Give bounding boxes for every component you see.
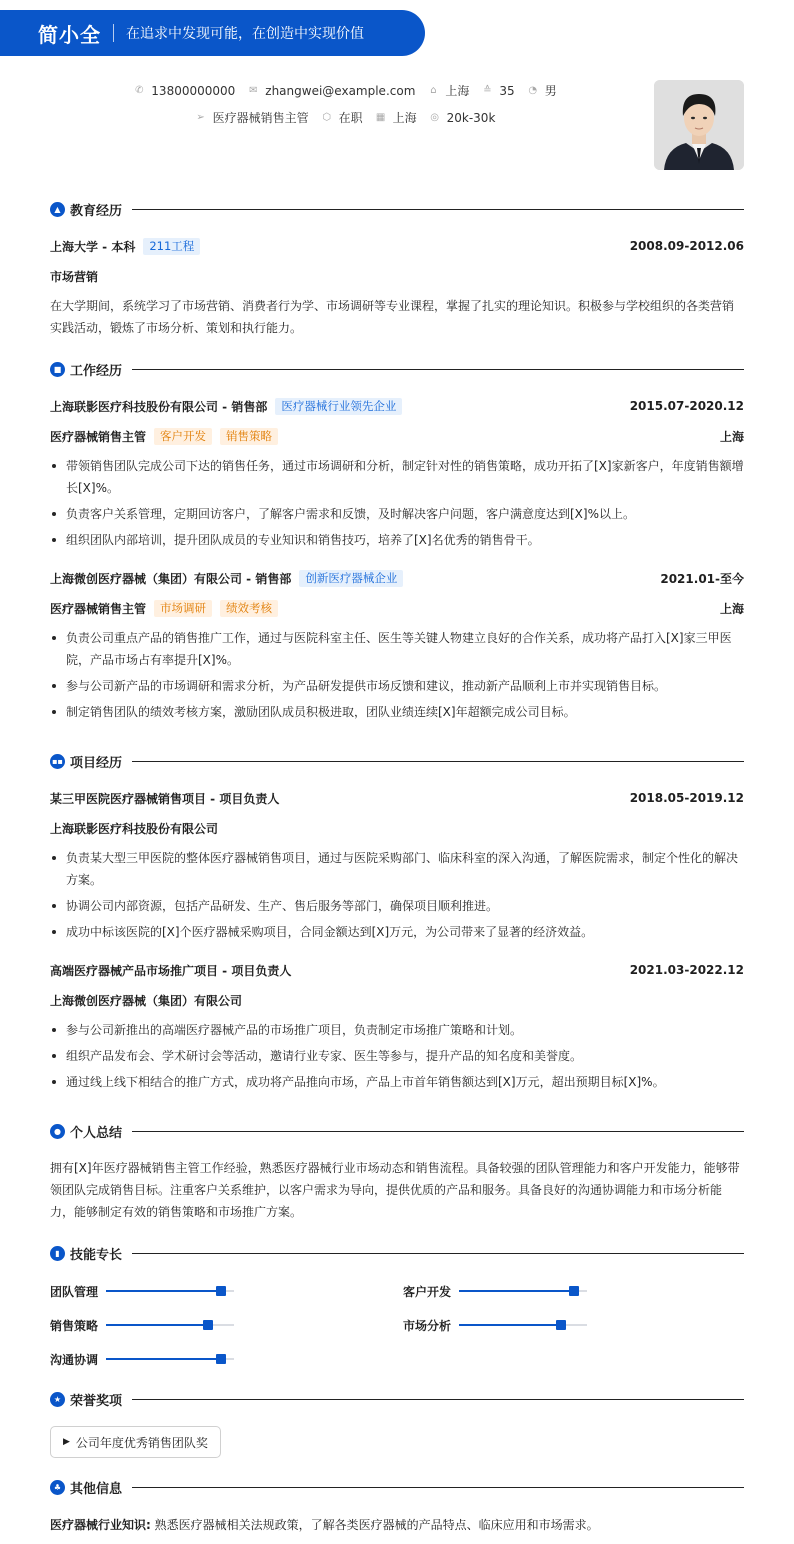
contact-phone <box>133 84 235 98</box>
email-text: zhangwei@example.com <box>265 83 416 98</box>
section-other-title: 其他信息 <box>70 1481 123 1497</box>
school-name: 上海大学 - 本科 <box>50 239 136 254</box>
play-triangle-icon: ▶ <box>63 1437 70 1447</box>
skill-bar <box>106 1358 234 1360</box>
school-tag: 211工程 <box>143 238 200 255</box>
contact-salary <box>429 111 496 125</box>
salary-icon: ◎ <box>430 112 439 123</box>
work-date: 2015.07-2020.12 <box>629 399 744 413</box>
project-company-row <box>50 819 744 837</box>
work-role: 医疗器械销售主管 <box>50 601 147 616</box>
project-name: 高端医疗器械产品市场推广项目 - 项目负责人 <box>50 963 292 978</box>
section-summary-title: 个人总结 <box>70 1125 123 1141</box>
skill-fill <box>106 1358 221 1360</box>
home-icon: ⌂ <box>430 85 437 96</box>
phone-icon: ✆ <box>135 85 144 96</box>
company-tag: 医疗器械行业领先企业 <box>275 398 402 415</box>
skill-bar <box>459 1290 587 1292</box>
skill-name: 销售策略 <box>50 1318 99 1333</box>
role-tag: 市场调研 <box>154 600 212 617</box>
list-item: 带领销售团队完成公司下达的销售任务，通过市场调研和分析，制定针对性的销售策略，成功开拓了[X]家新客户，年度销售额增长[X]%。 <box>50 455 744 499</box>
status-icon: ⬡ <box>322 112 331 123</box>
list-item: 制定销售团队的绩效考核方案，激励团队成员积极进取，团队业绩连续[X]年超额完成公司目标。 <box>50 701 744 723</box>
skill-bar <box>106 1324 234 1326</box>
work-item-header <box>50 569 744 587</box>
section-divider <box>132 761 744 762</box>
gender-text: 男 <box>544 84 557 98</box>
other-text: 熟悉医疗器械相关法规政策，了解各类医疗器械的产品特点、临床应用和市场需求。 <box>154 1518 599 1532</box>
candidate-name: 简小全 <box>38 22 101 47</box>
skill-item <box>50 1283 234 1299</box>
award-item <box>50 1426 221 1458</box>
list-item: 负责客户关系管理，定期回访客户，了解客户需求和反馈，及时解决客户问题，客户满意度达到[X]%以上。 <box>50 503 744 525</box>
section-skills <box>50 1244 744 1262</box>
major-name: 市场营销 <box>50 269 99 284</box>
user-icon: ● <box>50 1124 65 1139</box>
skill-item <box>403 1317 587 1333</box>
section-divider <box>132 369 744 370</box>
contact-status <box>321 109 363 126</box>
skill-name: 团队管理 <box>50 1284 99 1299</box>
project-date: 2021.03-2022.12 <box>629 963 744 977</box>
list-item: 组织团队内部培训，提升团队成员的专业知识和销售技巧，培养了[X]名优秀的销售骨干。 <box>50 529 744 551</box>
gender-icon: ◔ <box>528 85 538 96</box>
other-info <box>50 1516 599 1533</box>
work-company: 上海联影医疗科技股份有限公司 - 销售部 <box>50 399 268 414</box>
section-awards-title: 荣誉奖项 <box>70 1393 123 1409</box>
people-icon: ♣ <box>50 1480 65 1495</box>
section-education <box>50 200 744 218</box>
work-date: 2021.01-至今 <box>660 571 744 586</box>
skill-name: 沟通协调 <box>50 1352 99 1367</box>
header-divider <box>113 24 114 42</box>
job-text: 医疗器械销售主管 <box>212 111 309 125</box>
contact-email[interactable] <box>247 84 415 98</box>
bar-chart-icon: ▮ <box>50 1246 65 1261</box>
work-company: 上海微创医疗器械（集团）有限公司 - 销售部 <box>50 571 292 586</box>
section-divider <box>132 1131 744 1132</box>
skill-item <box>403 1283 587 1299</box>
project-company: 上海联影医疗科技股份有限公司 <box>50 821 219 836</box>
contact-row-2 <box>0 109 690 126</box>
status-text: 在职 <box>338 111 363 125</box>
salary-text: 20k-30k <box>446 110 496 125</box>
contact-job <box>195 109 309 126</box>
list-item: 组织产品发布会、学术研讨会等活动，邀请行业专家、医生等参与，提升产品的知名度和美誉度。 <box>50 1045 744 1067</box>
skill-knob <box>216 1354 226 1364</box>
avatar-photo <box>654 80 744 170</box>
section-work <box>50 360 744 378</box>
list-item: 参与公司新产品的市场调研和需求分析，为产品研发提供市场反馈和建议，推动新产品顺利上市并实现销售目标。 <box>50 675 744 697</box>
section-skills-title: 技能专长 <box>70 1247 123 1263</box>
education-description: 在大学期间，系统学习了市场营销、消费者行为学、市场调研等专业课程，掌握了扎实的理论知识。积极参与学校组织的各类营销实践活动，锻炼了市场分析、策划和执行能力。 <box>50 299 735 335</box>
send-icon: ➢ <box>196 112 205 123</box>
skill-fill <box>106 1290 221 1292</box>
graduation-cap-icon: ▲ <box>50 202 65 217</box>
company-tag: 创新医疗器械企业 <box>299 570 403 587</box>
skill-knob <box>216 1286 226 1296</box>
section-divider <box>132 1487 744 1488</box>
skill-fill <box>459 1290 574 1292</box>
header-slogan: 在追求中发现可能，在创造中实现价值 <box>126 26 364 42</box>
section-projects-title: 项目经历 <box>70 755 123 771</box>
role-tag: 销售策略 <box>220 428 278 445</box>
work-city: 上海 <box>719 601 744 616</box>
section-divider <box>132 1253 744 1254</box>
skill-item <box>50 1317 234 1333</box>
list-item: 通过线上线下相结合的推广方式，成功将产品推向市场，产品上市首年销售额达到[X]万元，超出预期目标[X]%。 <box>50 1071 744 1093</box>
section-education-title: 教育经历 <box>70 203 123 219</box>
skill-bar <box>106 1290 234 1292</box>
work-role: 医疗器械销售主管 <box>50 429 147 444</box>
phone-text: 13800000000 <box>151 83 236 98</box>
project-name: 某三甲医院医疗器械销售项目 - 项目负责人 <box>50 791 280 806</box>
section-divider <box>132 209 744 210</box>
work-role-row <box>50 427 744 445</box>
city-text: 上海 <box>445 84 470 98</box>
summary-text: 拥有[X]年医疗器械销售主管工作经验，熟悉医疗器械行业市场动态和销售流程。具备较强的团队管理能力和客户开发能力，能够带领团队完成销售目标。注重客户关系维护，以客户需求为导向，提供优质的产品和服务。具备良好的沟通协调能力和市场分析能力，能够制定有效的销售策略和市场推广方案。 <box>50 1161 740 1219</box>
section-summary <box>50 1122 744 1140</box>
project-header <box>50 789 744 807</box>
contact-row-1 <box>0 82 690 99</box>
other-label: 医疗器械行业知识: <box>50 1518 151 1532</box>
list-item: 协调公司内部资源，包括产品研发、生产、售后服务等部门，确保项目顺利推进。 <box>50 895 744 917</box>
trophy-icon: ★ <box>50 1392 65 1407</box>
education-header <box>50 237 744 255</box>
age-text: 35 <box>499 83 515 98</box>
mail-icon: ✉ <box>249 85 258 96</box>
project-company-row <box>50 991 744 1009</box>
skill-knob <box>556 1320 566 1330</box>
role-tag: 客户开发 <box>154 428 212 445</box>
contact-city <box>427 82 469 99</box>
contact-gender <box>527 82 557 99</box>
section-work-title: 工作经历 <box>70 363 123 379</box>
skill-name: 客户开发 <box>403 1284 452 1299</box>
grid-icon: ▪▪ <box>50 754 65 769</box>
list-item: 成功中标该医院的[X]个医疗器械采购项目，合同金额达到[X]万元，为公司带来了显著的经济效益。 <box>50 921 744 943</box>
skill-knob <box>203 1320 213 1330</box>
work-role-row <box>50 599 744 617</box>
header-banner <box>0 10 425 56</box>
section-divider <box>132 1399 744 1400</box>
skill-knob <box>569 1286 579 1296</box>
contact-age <box>481 84 514 98</box>
skill-item <box>50 1351 234 1367</box>
work-item-header <box>50 397 744 415</box>
list-item: 负责公司重点产品的销售推广工作，通过与医院科室主任、医生等关键人物建立良好的合作关系，成功将产品打入[X]家三甲医院，产品市场占有率提升[X]%。 <box>50 627 744 671</box>
award-text: 公司年度优秀销售团队奖 <box>75 1435 208 1450</box>
section-awards <box>50 1390 744 1408</box>
education-major-row <box>50 267 744 285</box>
project-company: 上海微创医疗器械（集团）有限公司 <box>50 993 243 1008</box>
role-tag: 绩效考核 <box>220 600 278 617</box>
work-city: 上海 <box>719 429 744 444</box>
skill-fill <box>459 1324 561 1326</box>
age-icon: ≙ <box>483 85 492 96</box>
section-projects <box>50 752 744 770</box>
skill-name: 市场分析 <box>403 1318 452 1333</box>
avatar <box>654 80 744 170</box>
briefcase-icon: ■ <box>50 362 65 377</box>
list-item: 参与公司新推出的高端医疗器械产品的市场推广项目，负责制定市场推广策略和计划。 <box>50 1019 744 1041</box>
education-date: 2008.09-2012.06 <box>629 239 744 253</box>
section-other <box>50 1478 744 1496</box>
contact-work-city <box>375 109 417 126</box>
project-date: 2018.05-2019.12 <box>629 791 744 805</box>
work-city-text: 上海 <box>392 111 417 125</box>
building-icon: ▦ <box>375 112 386 123</box>
skill-fill <box>106 1324 208 1326</box>
list-item: 负责某大型三甲医院的整体医疗器械销售项目，通过与医院采购部门、临床科室的深入沟通，了解医院需求，制定个性化的解决方案。 <box>50 847 744 891</box>
project-header <box>50 961 744 979</box>
skill-bar <box>459 1324 587 1326</box>
